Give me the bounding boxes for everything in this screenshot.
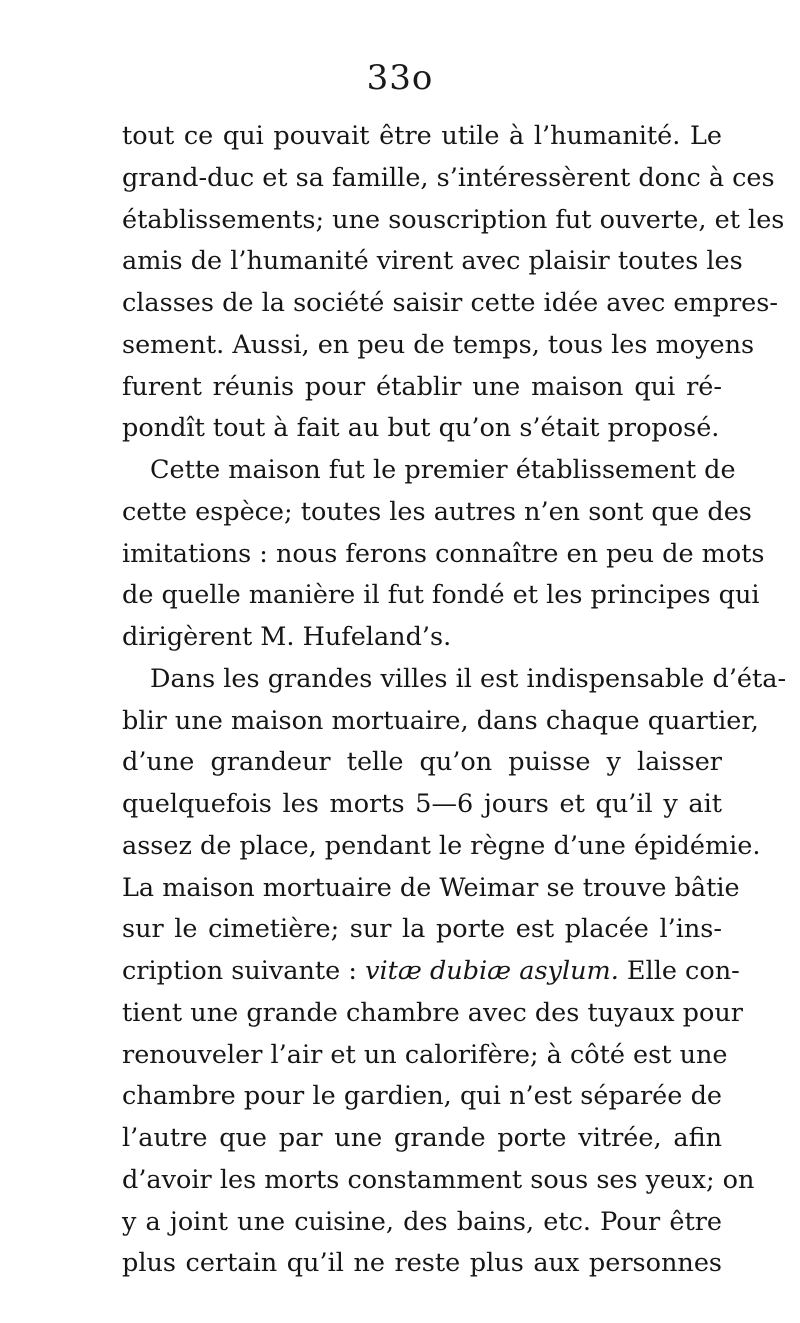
paragraph-first-line: Cette maison fut le premier établissement de	[150, 455, 736, 485]
text-line: furent réunis pour établir une maison qui ré-	[122, 371, 722, 402]
text-line: plus certain qu’il ne reste plus aux personnes	[122, 1248, 722, 1279]
text-line: sement. Aussi, en peu de temps, tous les moyens	[122, 329, 755, 360]
paragraph-first-line: Dans les grandes villes il est indispensable d’éta-	[150, 663, 787, 694]
page-number: 33o	[366, 58, 434, 98]
text-line: dirigèrent M. Hufeland’s.	[122, 622, 452, 652]
text-line: quelquefois les morts 5—6 jours et qu’il y ait	[122, 789, 722, 819]
text-line: sur le cimetière; sur la porte est placée l’ins-	[122, 914, 722, 945]
text-line: tout ce qui pouvait être utile à l’humanité. Le	[122, 121, 722, 151]
text-line: La maison mortuaire de Weimar se trouve bâtie	[122, 872, 740, 903]
text-line: amis de l’humanité virent avec plaisir toutes les	[122, 246, 743, 277]
text-line: grand-duc et sa famille, s’intéressèrent donc à ces	[122, 162, 775, 193]
text-line: d’avoir les morts constamment sous ses yeux; on	[122, 1164, 755, 1195]
text-line: blir une maison mortuaire, dans chaque quartier,	[122, 705, 759, 736]
text-line: cette espèce; toutes les autres n’en sont que des	[122, 496, 752, 527]
text-line: pondît tout à fait au but qu’on s’était proposé.	[122, 413, 720, 444]
text-line-with-italic	[122, 951, 740, 993]
line-text-before: cription suivante :	[122, 956, 366, 986]
text-line: assez de place, pendant le règne d’une épidémie.	[122, 830, 761, 861]
text-line: d’une grandeur telle qu’on puisse y laisser	[122, 747, 722, 778]
text-line: y a joint une cuisine, des bains, etc. Pour être	[122, 1206, 722, 1237]
body-text	[122, 116, 787, 1285]
text-line: l’autre que par une grande porte vitrée, afin	[122, 1123, 722, 1153]
line-text-after: Elle con-	[618, 956, 740, 986]
text-line: chambre pour le gardien, qui n’est séparée de	[122, 1081, 722, 1112]
text-line: renouveler l’air et un calorifère; à côté est une	[122, 1039, 728, 1070]
text-line: imitations : nous ferons connaître en peu de mots	[122, 538, 765, 569]
text-line: classes de la société saisir cette idée avec empres-	[122, 288, 778, 318]
text-line: tient une grande chambre avec des tuyaux pour	[122, 997, 743, 1028]
text-line: établissements; une souscription fut ouverte, et les	[122, 204, 785, 235]
latin-inscription: vitæ dubiæ asylum.	[365, 956, 619, 986]
text-line: de quelle manière il fut fondé et les principes qui	[122, 580, 760, 611]
